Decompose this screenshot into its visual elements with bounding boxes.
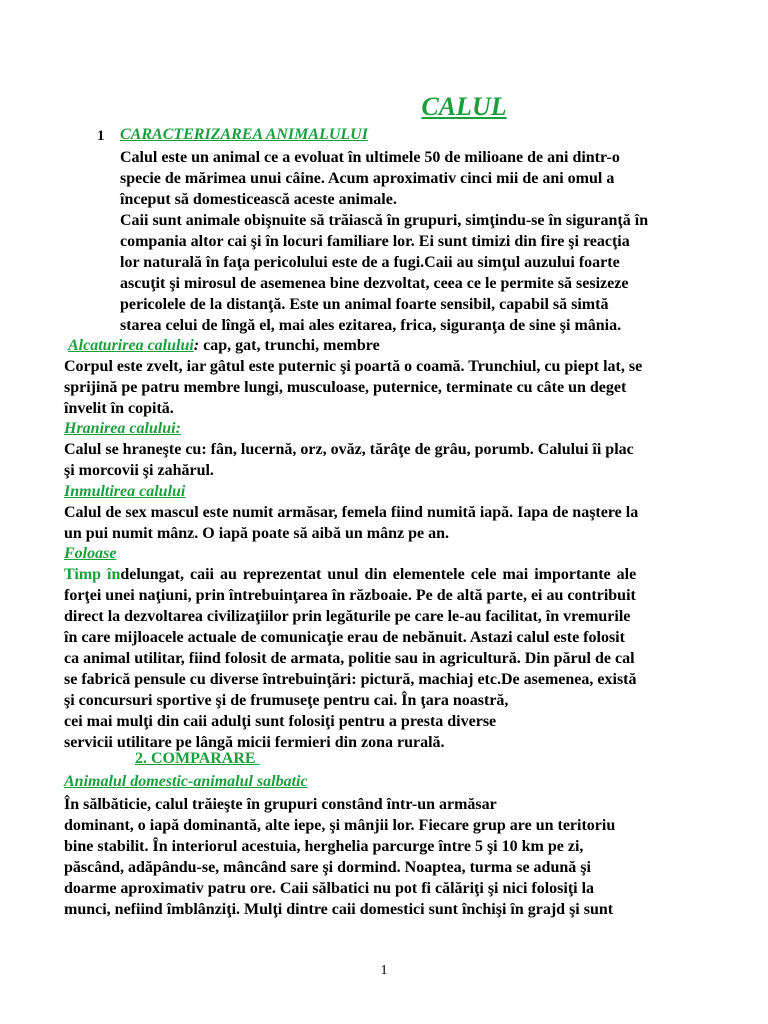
intro-line: pericolele de la distanţă. Este un animal foarte sensibil, capabil să simtă — [120, 296, 609, 313]
alcatuirea-line: sprijină pe patru membre lungi, musculoase, puternice, terminate cu câte un deget — [64, 379, 627, 396]
intro-paragraph — [120, 147, 680, 336]
foloase-line: forţei unei naţiuni, prin întrebuinţarea în războaie. Pe de altă parte, ei au contribuit — [64, 587, 636, 604]
foloase-line: ca animal utilitar, fiind folosit de armata, politie sau in agricultură. Din părul de cal — [64, 650, 635, 667]
alcatuirea-line: învelit în copită. — [64, 400, 174, 417]
inmultirea-line: Calul de sex mascul este numit armăsar, femela fiind numită iapă. Iapa de naştere la — [64, 504, 639, 521]
intro-line: lor naturală în faţa pericolului este de a fugi.Caii au simţul auzului foarte — [120, 254, 620, 271]
foloase-line: cei mai mulţi din caii adulţi sunt folosiţi pentru a presta diverse — [64, 713, 497, 730]
page-title: CALUL — [421, 92, 507, 121]
intro-line: Calul este un animal ce a evoluat în ultimele 50 de milioane de ani dintr-o — [120, 149, 620, 166]
intro-line: compania altor cai şi în locuri familiare lor. Ei sunt timizi din fire şi reacţia — [120, 233, 630, 250]
inmultirea-line: un pui numit mânz. O iapă poate să aibă un mânz pe an. — [64, 525, 449, 542]
comparare-line: bine stabilit. În interiorul acestuia, herghelia parcurge între 5 şi 10 km pe zi, — [64, 838, 584, 855]
section-1-number: 1 — [97, 128, 105, 144]
foloase-first-word: Timp în — [64, 566, 121, 583]
section-2-heading: 2. COMPARARE — [135, 750, 260, 767]
foloase-line: Timp îndelungat, caii au reprezentat unul din elementele cele mai importante ale — [64, 566, 637, 583]
alcatuirea-parts: cap, gat, trunchi, membre — [199, 337, 380, 354]
foloase-line: se fabrică pensule cu diverse întrebuinţări: pictură, machiaj etc.De asemenea, există — [64, 671, 637, 688]
alcatuirea-heading: Alcaturirea calului — [68, 337, 194, 354]
intro-line: început să domesticească aceste animale. — [120, 191, 397, 208]
intro-line: Caii sunt animale obişnuite să trăiască în grupuri, simţindu-se în siguranţă în — [120, 212, 649, 229]
foloase-line: şi concursuri sportive şi de frumuseţe pentru cai. În ţara noastră, — [64, 692, 509, 709]
alcatuirea-paragraph — [64, 356, 714, 419]
foloase-heading: Foloase — [64, 545, 117, 562]
inmultirea-paragraph — [64, 502, 714, 544]
foloase-paragraph — [64, 564, 700, 753]
page-number: 1 — [380, 963, 388, 978]
comparare-line: păscând, adăpându-se, mâncând sare şi dormind. Noaptea, turma se adună şi — [64, 859, 591, 876]
comparare-line: În sălbăticie, calul trăieşte în grupuri constând într-un armăsar — [64, 796, 497, 813]
comparare-line: munci, nefiind îmblânziţi. Mulţi dintre caii domestici sunt închişi în grajd şi sunt — [64, 901, 614, 918]
comparare-line: dominant, o iapă dominantă, alte iepe, şi mânjii lor. Fiecare grup are un teritoriu — [64, 817, 616, 834]
hranirea-line: Calul se hraneşte cu: fân, lucernă, orz, ovăz, tărâţe de grâu, porumb. Calului îi plac — [64, 441, 634, 458]
intro-line: starea celui de lîngă el, mai ales ezitarea, frica, siguranţa de sine şi mânia. — [120, 317, 622, 334]
comparare-line: doarme aproximativ patru ore. Caii sălbatici nu pot fi călăriţi şi nici folosiţi la — [64, 880, 595, 897]
inmultirea-heading: Inmultirea calului — [64, 483, 186, 500]
intro-line: specie de mărimea unui câine. Acum aproximativ cinci mii de ani omul a — [120, 170, 615, 187]
intro-line: ascuţit şi mirosul de asemenea bine dezvoltat, ceea ce le permite să sesizeze — [120, 275, 629, 292]
section-1-heading: CARACTERIZAREA ANIMALULUI — [120, 126, 368, 143]
alcatuirea-colon: : — [193, 337, 200, 354]
alcatuirea-heading-line — [68, 335, 380, 356]
foloase-line: în care mijloacele actuale de comunicaţie erau de nebănuit. Astazi calul este folosit — [64, 629, 625, 646]
foloase-line: direct la dezvoltarea civilizaţiilor prin legăturile pe care le-au facilitat, în vremurile — [64, 608, 631, 625]
hranirea-paragraph — [64, 439, 714, 481]
hranirea-heading: Hranirea calului: — [64, 420, 181, 437]
hranirea-line: şi morcovii şi zahărul. — [64, 462, 214, 479]
alcatuirea-line: Corpul este zvelt, iar gâtul este puternic şi poartă o coamă. Trunchiul, cu piept lat, se — [64, 358, 643, 375]
comparare-paragraph — [64, 794, 714, 920]
foloase-line: servicii utilitare pe lângă micii fermieri din zona rurală. — [64, 734, 445, 751]
section-2-subheading: Animalul domestic-animalul salbatic — [64, 773, 308, 790]
